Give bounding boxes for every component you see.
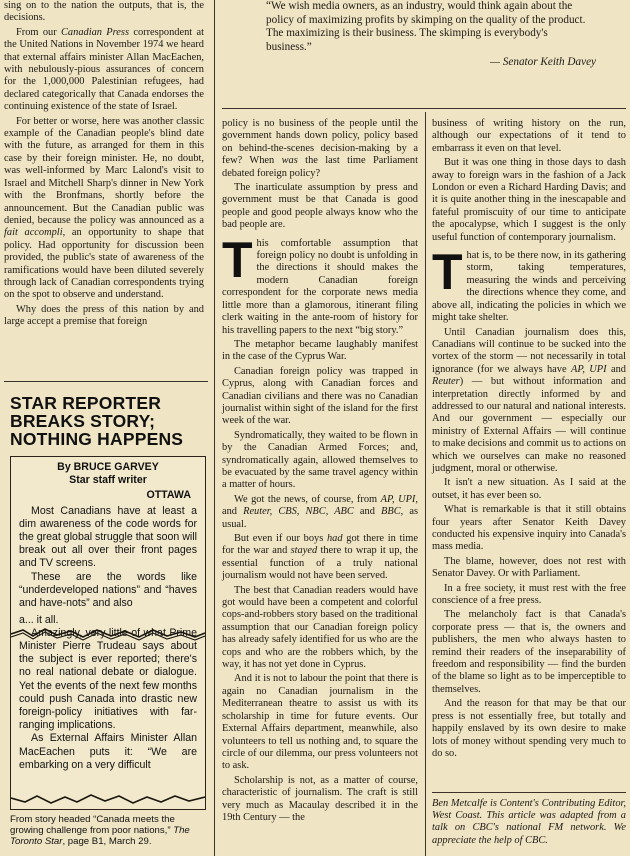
text-run: But even if our boys [234,533,327,544]
paragraph: The blame, however, does not rest with Senator Davey. Or with Parliament. [432,555,626,580]
clipping-paragraph: These are the words like “underdeveloped nations” and “haves and have-nots” and also [19,570,197,610]
agency-names: Reuter, CBS, NBC, ABC [243,506,354,518]
paragraph: It isn't a new situation. As I said at the outset, it has ever been so. [432,477,626,501]
author-bio: Ben Metcalfe is Content's Contributing Editor, West Coast. This article was adapted from a talk on CBC's national FM network. We appreciate the help of CBC. [432,798,626,846]
newspaper-clipping [10,456,206,810]
text-run: got there in time for the war and [222,533,418,557]
italic-word: stayed [290,545,318,557]
quote-attribution: — Senator Keith Davey [490,56,596,69]
quote-divider [222,108,626,109]
paragraph: Canadian foreign policy was trapped in Cyprus, along with Canadian forces and Canadian civilians and there was no Canadian journalist within sight of the island for the first week of the war. [222,365,418,427]
text-run: , an opportunity to shape that policy. Had opportunity for discussion been provided, the public's state of awareness of the ramifications would have been diluted severely through lack of Canadian correspondents trying on the spot to observe and understand. [4,227,205,301]
text-run: correspondent at the United Nations in November 1974 we heard that external affairs minister Allan MacEachen, with nebulously-pious assurances of concern for the 1,000,000 Palestinian refugees, had declared categorically that Canada endorses the continuing existence of the state of Israel. [4,26,204,113]
paragraph: The best that Canadian readers would have got would have been a competent and colorful cops-and-robbers story based on the traditional assumption that our Canadian foreign policy has already safely identified for us who are the cops and who are the robbers which, by the way, it has not yet done in Cyprus. [222,584,418,671]
text-run: Until Canadian journalism does this, Canadians will continue to be sucked into the vortex of the storm — not necessarily in total ignorance (for we always have [432,326,626,375]
column-rule [214,0,215,856]
caption-text: From story headed “Canada meets the growing challenge from poor nations,” [10,814,175,837]
paragraph: sing on to the nation the outputs, that is, the decisions. [4,0,204,24]
italic-word: had [326,533,343,544]
column-left [4,0,204,331]
paragraph [222,494,418,531]
text-run: For better or worse, here was another classic example of the Canadian people's blind date with the future, as arranged for them in this case by their foreign minister. He, no doubt, was well-informed by Marc Lalond's visit to Israel and Mitchell Sharp's dinner in New York with the Bronfmans, shortly before the announcement. But the Canadian public was denied, because the policy was announced as a [4,115,204,226]
clipping-paragraph: As External Affairs Minister Allan MacEachen puts it: “We are embarking on a very difficult [19,732,197,771]
column-right [432,118,626,762]
text-run: ) — but without information and interpretation directly informed by and addressed to our natural and national interests. And our government — especially our ministry of External Affairs — will continue to make decisions and commit us to actions on which we ourselves can make no reasoned judgment, moral or otherwise. [432,376,626,474]
byline: By BRUCE GARVEY [57,461,159,473]
paragraph: In a free society, it must rest with the free conscience of a free press. [432,582,626,607]
text-run: his comfortable assumption that foreign policy no doubt is unfolding in the directions it should makes the modern Canadian foreign correspondent for the corporate news media little more than a glamorous, itinerant filing clerk waiting in the ante-room of history for his travelling papers to the next “big story.” [222,237,418,336]
dateline: OTTAWA [146,489,191,502]
column-middle [222,118,418,826]
torn-edge-graphic [11,793,205,807]
paragraph: Syndromatically, they waited to be flown in by the Canadian Armed Forces; and, syndromatically again, allowed themselves to be evacuated by the same travel agency within a matter of hours. [222,429,418,491]
paragraph [4,27,204,114]
paragraph: But it was one thing in those days to dash away to foreign wars in the fashion of a Jack London or even a Richard Harding Davis; and it is quite another thing in the inescapable and fateful promiscuity of our time to anticipate the apocalypse, which I suggest is the only useful function of contemporary journalism. [432,157,626,243]
paragraph: And the reason for that may be that our press is not essentially free, but totally and happily enslaved by its own desire to make lots of money without spending very much to do so. [432,698,626,759]
drop-cap: T [432,244,463,301]
paragraph-dropcap [222,231,418,337]
text-run: hat is, to be there now, in its gathering storm, taking temperatures, measuring the winds and perceiving the directions whence they come, and above all, indicating the policies in which we might take shelter. [432,250,626,324]
text-run: and [606,363,626,375]
paragraph: The melancholy fact is that Canada's corporate press — that is, the owners and publishers, the men who always hasten to remind their readers of the inseparability of freedom and responsibility — find the burden of the blame so light as to be imperceptible to themselves. [432,609,626,695]
paragraph: What is remarkable is that it still obtains four years after Senator Keith Davey conducted his expensive inquiry into Canada's mass media. [432,504,626,553]
agency-names: Reuter [432,376,460,388]
paragraph: Scholarship is not, as a matter of course, characteristic of journalism. The craft is still very much as Macaulay described it in the 19th Century — the [222,774,418,823]
quote-text: “We wish media owners, as an industry, would think again about the policy of maximizing profits by skimping on the quality of the product. The maximizing is their business. The skimping is everybody's business.” [266,0,586,53]
paragraph [4,116,204,302]
text-run: We got the news, of course, from [234,493,381,505]
agency-names: BBC, [381,506,404,518]
paragraph [222,533,418,583]
text-run: the last time Parliament debated foreign policy? [222,155,418,179]
italic-phrase: fait accompli [4,227,63,239]
paragraph-dropcap [432,244,626,324]
text-run: and [353,506,382,518]
publication-name: Canadian Press [61,26,130,38]
byline-role: Star staff writer [69,474,147,487]
clipping-headline: STAR REPORTER BREAKS STORY; NOTHING HAPPENS [10,393,184,449]
clipping-paragraph: Amazingly, very little of what Prime Minister Pierre Trudeau says about the subject is ever reported; there's no real national debate or dialogue. Yet the events of the next few months could push Canada into drastic new foreign-policy initiatives with far-ranging implications. [19,626,197,732]
paragraph [432,327,626,476]
paragraph [222,118,418,180]
caption-source: The Toronto Star [10,825,190,848]
paragraph: The inarticulate assumption by press and government must be that Canada is good people and good people always know who the bad people are. [222,182,418,231]
torn-edge-graphic [11,627,205,641]
paragraph: And it is not to labour the point that there is again no Canadian journalism in the Mediterranean theatre to assist us with its scholarship in time for future events. Our External Affairs department, meanwhile, also volunteers to tell us nothing and, to square the circle of our dilemma, our press volunteers not to ask. [222,673,418,772]
section-divider [4,381,208,382]
drop-cap: T [222,231,253,288]
text-run: and [222,506,244,518]
clipping-paragraph: a... it all. [19,613,59,626]
paragraph: Why does the press of this nation by and large accept a premise that foreign [4,303,204,328]
text-run: there to wrap it up, the essential function of a truly national journalism would not have been served. [222,545,419,582]
column-rule [425,112,426,856]
agency-names: AP, UPI, [380,493,418,505]
italic-word: was [281,155,298,167]
caption-text: , page B1, March 29. [62,836,152,848]
text-run: policy is no business of the people until the government hands down policy, policy based on behind-the-scenes decision-making by a few? When [222,118,418,167]
text-run: as usual. [222,506,418,530]
text-run: From our [16,26,61,38]
clipping-paragraph: Most Canadians have at least a dim awareness of the code words for the great global struggle that soon will break out all over their front pages and TV screens. [19,504,197,570]
paragraph: business of writing history on the run, although our expectations of it tend to embarrass it even on that level. [432,118,626,154]
paragraph: The metaphor became laughably manifest in the case of the Cyprus War. [222,338,418,363]
clipping-caption [10,814,210,848]
agency-names: AP, UPI [570,363,607,375]
bio-divider [432,792,626,793]
pull-quote [266,0,596,70]
